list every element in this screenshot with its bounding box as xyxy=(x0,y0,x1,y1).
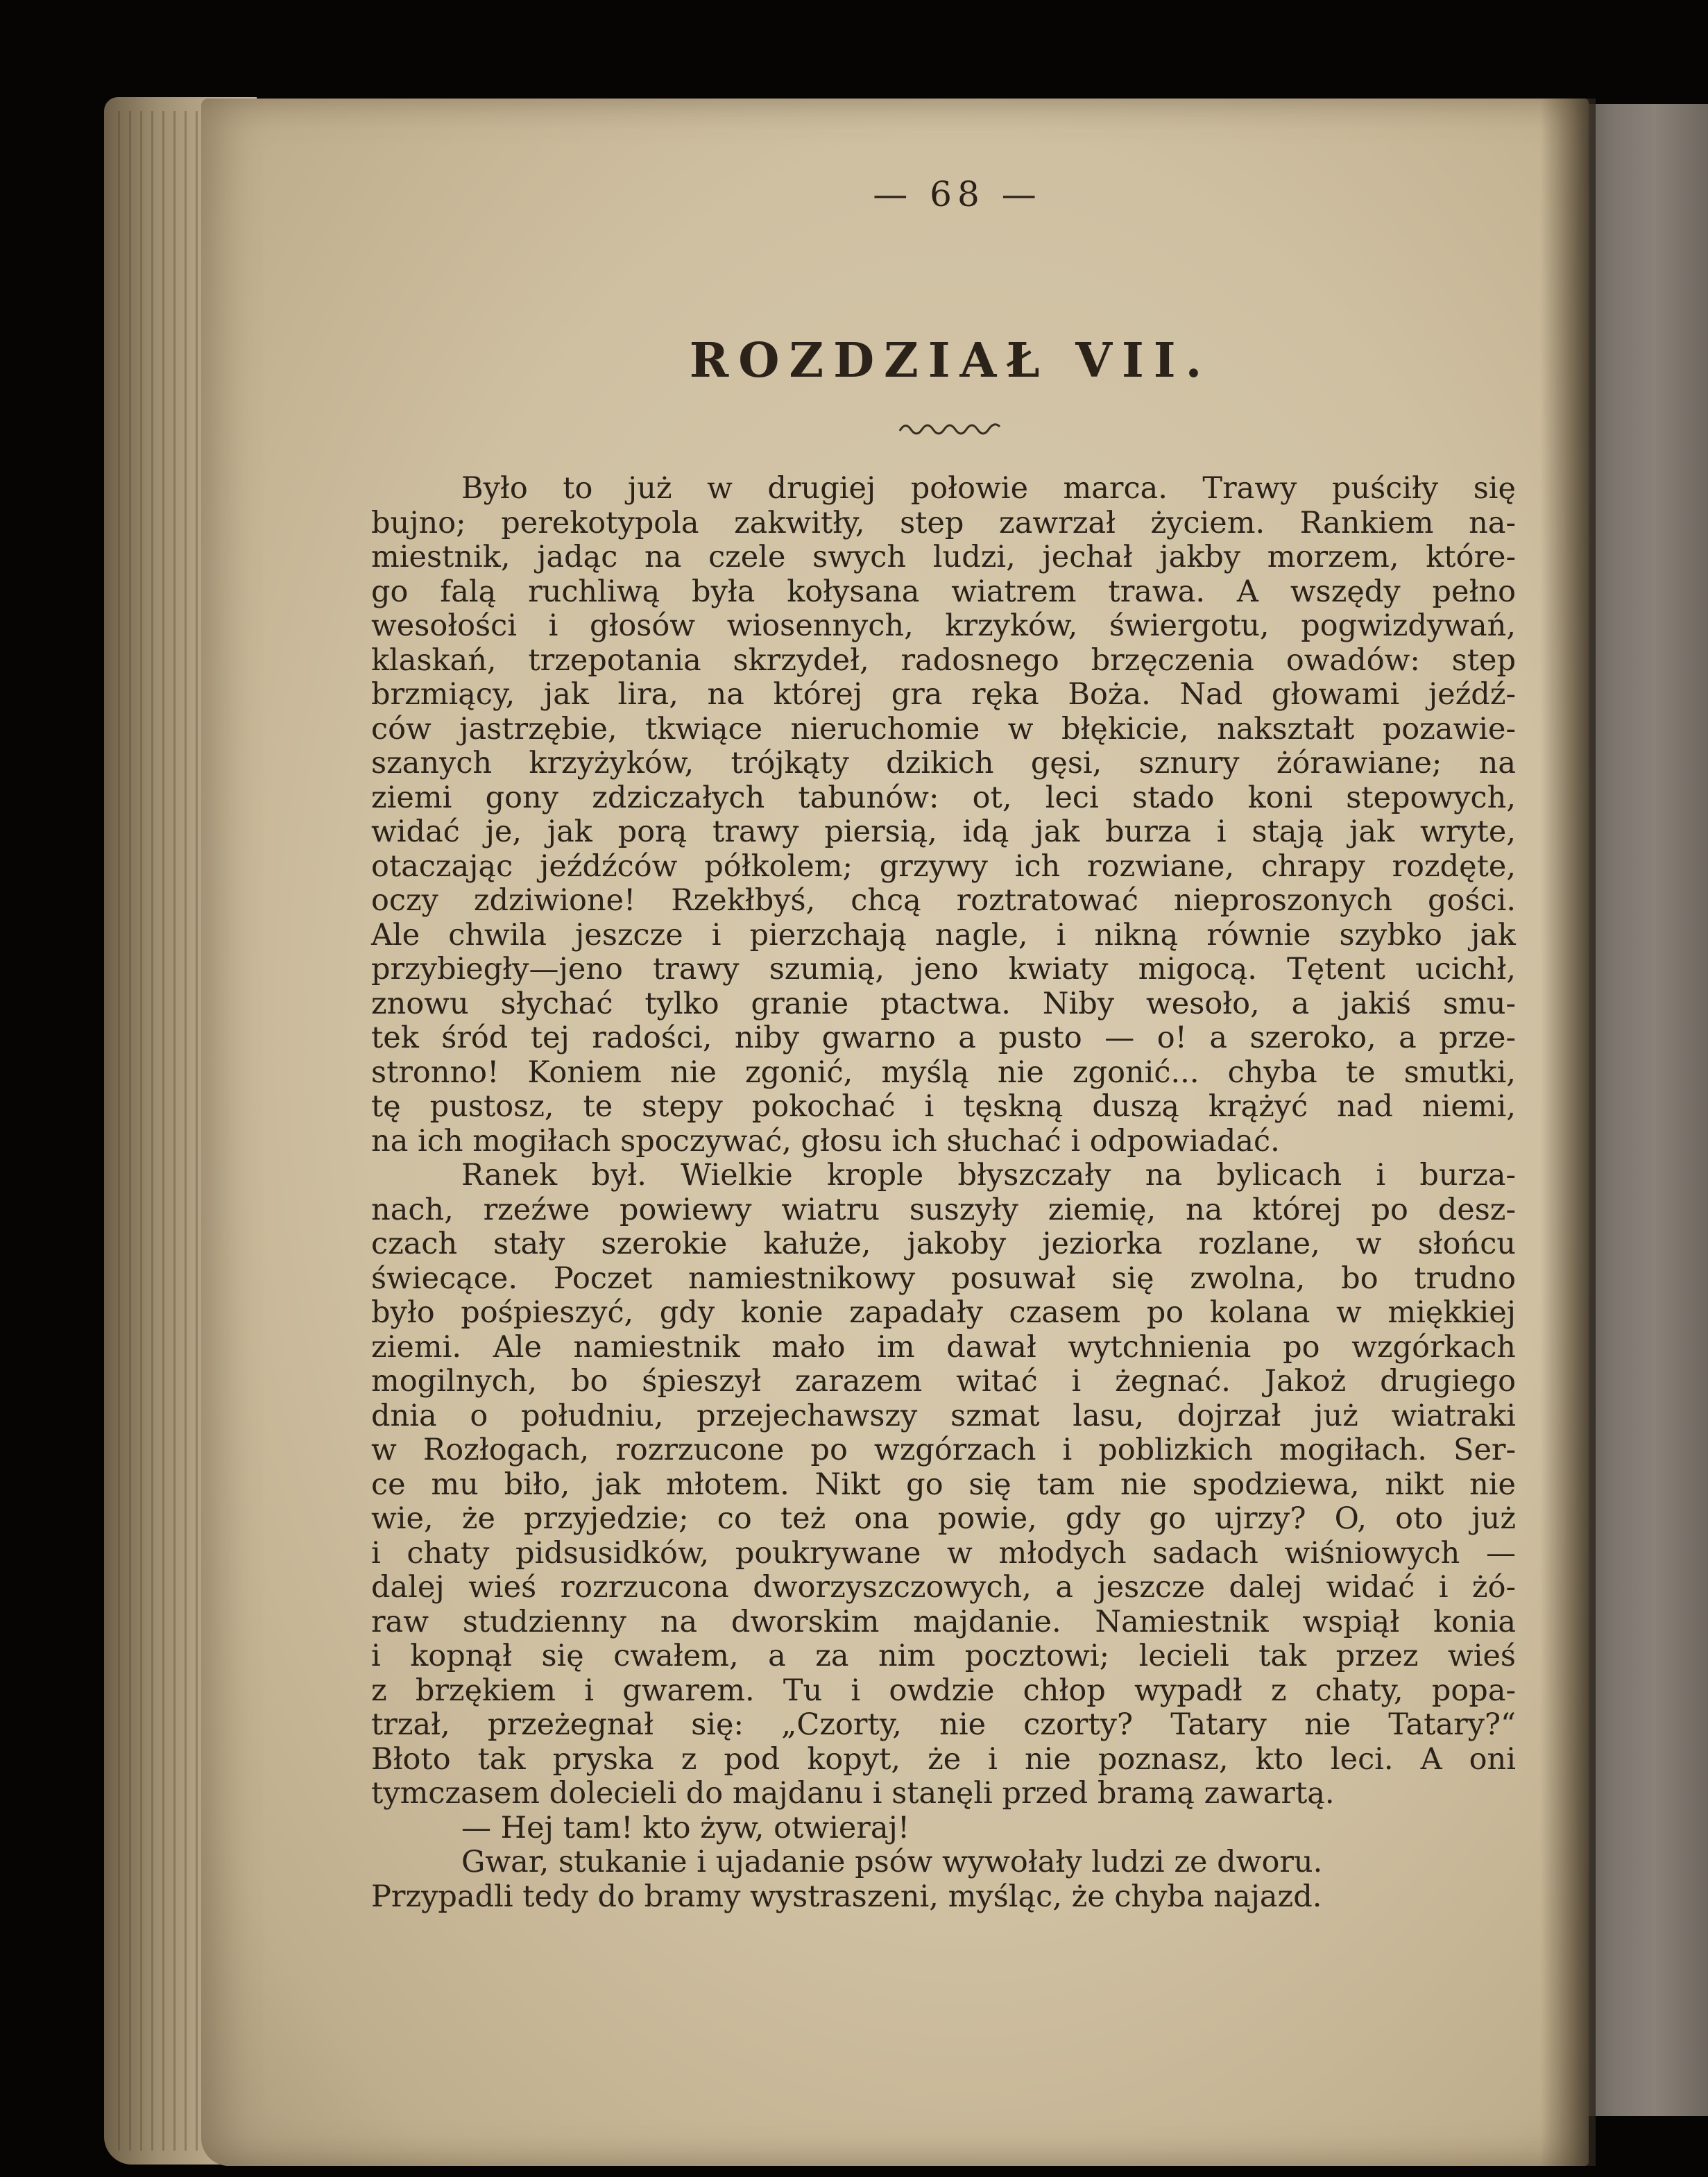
text-line: trzał, przeżegnał się: „Czorty, nie czorty? Tatary nie Tatary?“ xyxy=(371,1707,1516,1742)
text-line: — Hej tam! kto żyw, otwieraj! xyxy=(461,1810,910,1845)
text-line: nach, rzeźwe powiewy wiatru suszyły ziemię, na której po desz- xyxy=(371,1192,1516,1227)
text-line: raw studzienny na dworskim majdanie. Namiestnik wspiął konia xyxy=(371,1604,1516,1639)
text-line: wesołości i głosów wiosennych, krzyków, świergotu, pogwizdywań, xyxy=(371,608,1516,643)
text-line: Ranek był. Wielkie krople błyszczały na bylicach i burza- xyxy=(461,1158,1516,1193)
text-line: świecące. Poczet namiestnikowy posuwał się zwolna, bo trudno xyxy=(371,1261,1516,1296)
text-line: dalej wieś rozrzucona dworzyszczowych, a jeszcze dalej widać i żó- xyxy=(371,1570,1516,1605)
text-line: tek śród tej radości, niby gwarno a pusto — o! a szeroko, a prze- xyxy=(371,1021,1516,1055)
text-line: wie, że przyjedzie; co też ona powie, gdy go ujrzy? O, oto już xyxy=(371,1501,1516,1536)
text-line: miestnik, jadąc na czele swych ludzi, jechał jakby morzem, które- xyxy=(371,540,1516,574)
text-line: Błoto tak pryska z pod kopyt, że i nie poznasz, kto leci. A oni xyxy=(371,1741,1516,1777)
text-line: na ich mogiłach spoczywać, głosu ich słuchać i odpowiadać. xyxy=(371,1123,1280,1159)
page-number: — 68 — xyxy=(873,174,1042,214)
body-text xyxy=(371,472,1516,1914)
text-line: go falą ruchliwą była kołysana wiatrem trawa. A wszędy pełno xyxy=(371,574,1516,609)
text-line: tę pustosz, te stepy pokochać i tęskną duszą krążyć nad niemi, xyxy=(371,1089,1516,1124)
text-line: znowu słychać tylko granie ptactwa. Niby wesoło, a jakiś smu- xyxy=(371,986,1516,1021)
text-line: było pośpieszyć, gdy konie zapadały czasem po kolana w miękkiej xyxy=(371,1295,1516,1330)
text-line: z brzękiem i gwarem. Tu i owdzie chłop wypadł z chaty, popa- xyxy=(371,1673,1516,1708)
text-line: dnia o południu, przejechawszy szmat lasu, dojrzał już wiatraki xyxy=(371,1398,1516,1433)
text-line: oczy zdziwione! Rzekłbyś, chcą roztratować nieproszonych gości. xyxy=(371,883,1516,918)
text-line: klaskań, trzepotania skrzydeł, radosnego brzęczenia owadów: step xyxy=(371,642,1516,678)
text-line: Było to już w drugiej połowie marca. Trawy puściły się xyxy=(461,471,1516,506)
chapter-title: ROZDZIAŁ VII. xyxy=(689,333,1212,389)
text-line: i kopnął się cwałem, a za nim pocztowi; lecieli tak przez wieś xyxy=(371,1639,1516,1673)
text-line: i chaty pidsusidków, poukrywane w młodych sadach wiśniowych — xyxy=(371,1535,1516,1571)
text-line: stronno! Koniem nie zgonić, myślą nie zgonić... chyba te smutki, xyxy=(371,1055,1516,1090)
text-line: czach stały szerokie kałuże, jakoby jeziorka rozlane, w słońcu xyxy=(371,1227,1516,1261)
text-line: tymczasem dolecieli do majdanu i stanęli przed bramą zawartą. xyxy=(371,1776,1335,1811)
text-line: Przypadli tedy do bramy wystraszeni, myśląc, że chyba najazd. xyxy=(371,1879,1322,1914)
text-line: mogilnych, bo śpieszył zarazem witać i żegnać. Jakoż drugiego xyxy=(371,1364,1516,1399)
text-line: ziemi gony zdziczałych tabunów: ot, leci stado koni stepowych, xyxy=(371,780,1516,815)
text-line: w Rozłogach, rozrzucone po wzgórzach i poblizkich mogiłach. Ser- xyxy=(371,1433,1516,1467)
text-line: przybiegły—jeno trawy szumią, jeno kwiaty migocą. Tętent ucichł, xyxy=(371,952,1516,987)
text-line: brzmiący, jak lira, na której gra ręka Boża. Nad głowami jeźdź- xyxy=(371,677,1516,712)
text-line: ziemi. Ale namiestnik mało im dawał wytchnienia po wzgórkach xyxy=(371,1329,1516,1365)
text-line: Ale chwila jeszcze i pierzchają nagle, i nikną równie szybko jak xyxy=(371,917,1516,953)
text-line: bujno; perekotypola zakwitły, step zawrzał życiem. Rankiem na- xyxy=(371,505,1516,540)
page-gutter-shadow xyxy=(1540,99,1596,2166)
text-line: otaczając jeźdźców półkolem; grzywy ich rozwiane, chrapy rozdęte, xyxy=(371,848,1516,884)
text-line: widać je, jak porą trawy piersią, idą jak burza i stają jak wryte, xyxy=(371,814,1516,849)
text-line: ców jastrzębie, tkwiące nieruchomie w błękicie, nakształt pozawie- xyxy=(371,711,1516,746)
page-text-block xyxy=(371,167,1516,1914)
text-line: ce mu biło, jak młotem. Nikt go się tam nie spodziewa, nikt nie xyxy=(371,1467,1516,1502)
squiggle-ornament-icon xyxy=(898,413,1002,441)
text-line: Gwar, stukanie i ujadanie psów wywołały ludzi ze dworu. xyxy=(461,1845,1323,1879)
text-line: szanych krzyżyków, trójkąty dzikich gęsi, sznury żórawiane; na xyxy=(371,746,1516,780)
